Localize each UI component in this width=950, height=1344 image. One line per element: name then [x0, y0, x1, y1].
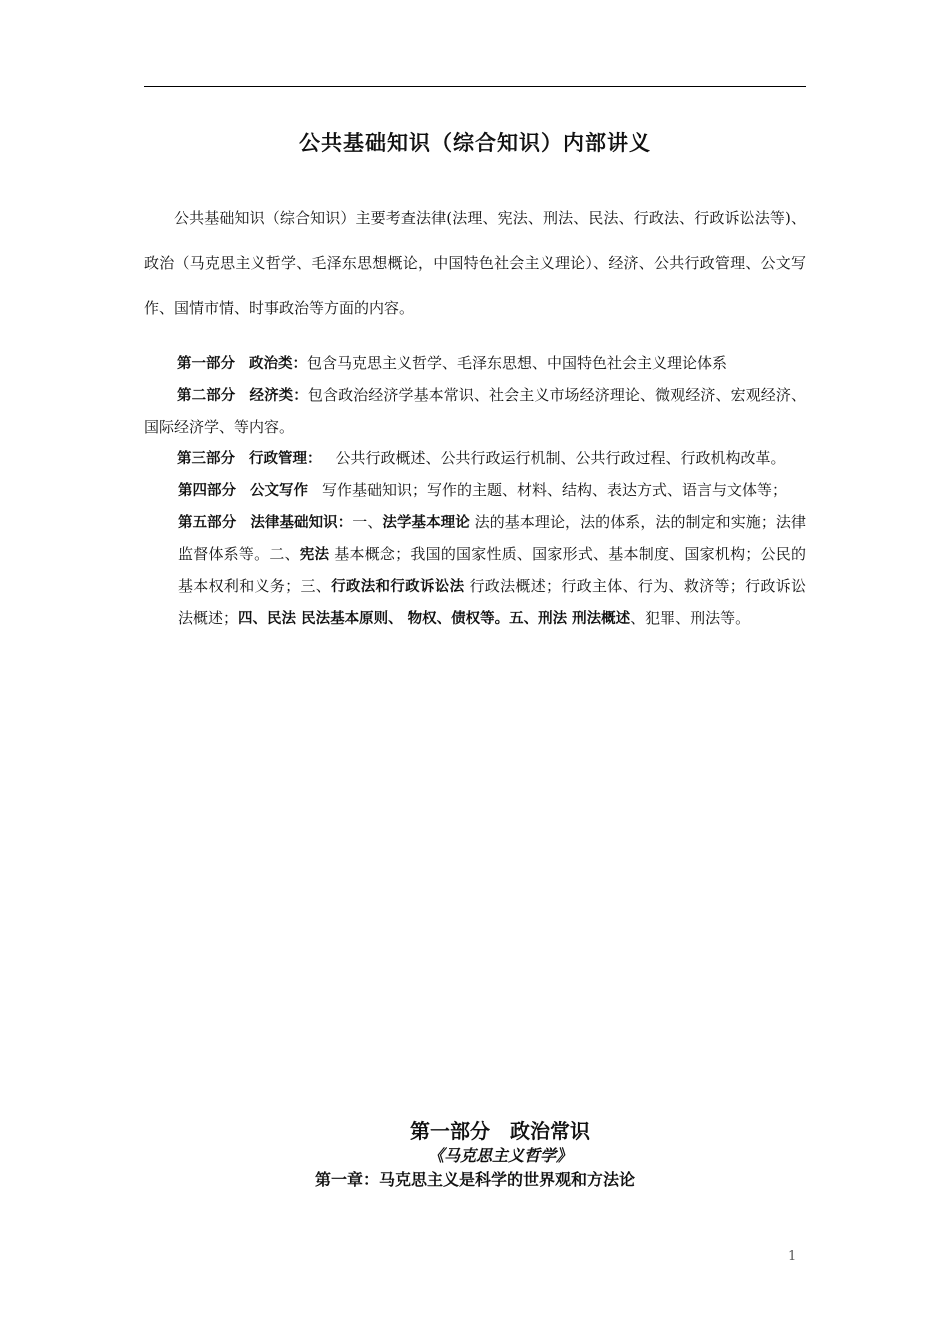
part-4	[144, 475, 806, 507]
law-topic: 四、民法 民法基本原则、 物权、债权等。五、刑法 刑法概述	[238, 611, 631, 627]
law-topic: 宪法	[299, 547, 330, 563]
chapter-title: 第一章：马克思主义是科学的世界观和方法论	[314, 1170, 635, 1189]
part-3	[144, 443, 806, 475]
intro-paragraph: 公共基础知识（综合知识）主要考查法律(法理、宪法、刑法、民法、行政法、行政诉讼法等)、政治（马克思主义哲学、毛泽东思想概论，中国特色社会主义理论）、经济、公共行政管理、公文写作、国情市情、时事政治等方面的内容。	[144, 209, 806, 317]
part-heading: 行政管理：	[249, 451, 322, 467]
law-topic: 行政法和行政诉讼法	[331, 579, 465, 595]
part-text: 公共行政概述、公共行政运行机制、公共行政过程、行政机构改革。	[335, 449, 786, 467]
header-rule	[144, 86, 806, 87]
section-subtitle: 《马克思主义哲学》	[427, 1146, 572, 1165]
part-1	[144, 348, 806, 380]
part-heading: 公文写作	[250, 483, 308, 499]
part-number: 第二部分	[177, 388, 236, 404]
part-number: 第四部分	[178, 483, 236, 499]
document-title: 公共基础知识（综合知识）内部讲义	[299, 131, 651, 155]
part-text: 包含政治经济学基本常识、社会主义市场经济理论、微观经济、宏观经济、国际经济学、等内容。	[144, 386, 807, 436]
part-text: 基本概念；我国的国家性质、国家形式、基本制度、国家机构；公民的基本权利和义务；三、	[178, 545, 806, 595]
parts-outline	[144, 348, 806, 635]
part-number: 第一部分	[177, 356, 235, 372]
section-title: 第一部分 政治常识	[410, 1119, 590, 1143]
part-text: 一、	[352, 513, 383, 531]
part-text: 写作基础知识；写作的主题、材料、结构、表达方式、语言与文体等；	[322, 481, 788, 499]
part-text: 法的基本理论，法的体系，法的制定和实施；法律监督体系等。二、	[178, 513, 806, 563]
part-heading: 政治类：	[249, 356, 307, 372]
part-text: 、犯罪、刑法等。	[630, 609, 751, 627]
page-number: 1	[788, 1249, 797, 1264]
part-text: 包含马克思主义哲学、毛泽东思想、中国特色社会主义理论体系	[307, 354, 728, 372]
part-2	[144, 380, 806, 443]
part-heading: 经济类：	[249, 388, 308, 404]
part-5	[144, 507, 806, 635]
law-topic: 法学基本理论	[382, 515, 470, 531]
part-number: 第三部分	[177, 451, 235, 467]
part-text: 行政法概述；行政主体、行为、救济等；行政诉讼法概述；	[178, 577, 806, 627]
part-number: 第五部分	[178, 515, 237, 531]
part-heading: 法律基础知识：	[250, 515, 353, 531]
